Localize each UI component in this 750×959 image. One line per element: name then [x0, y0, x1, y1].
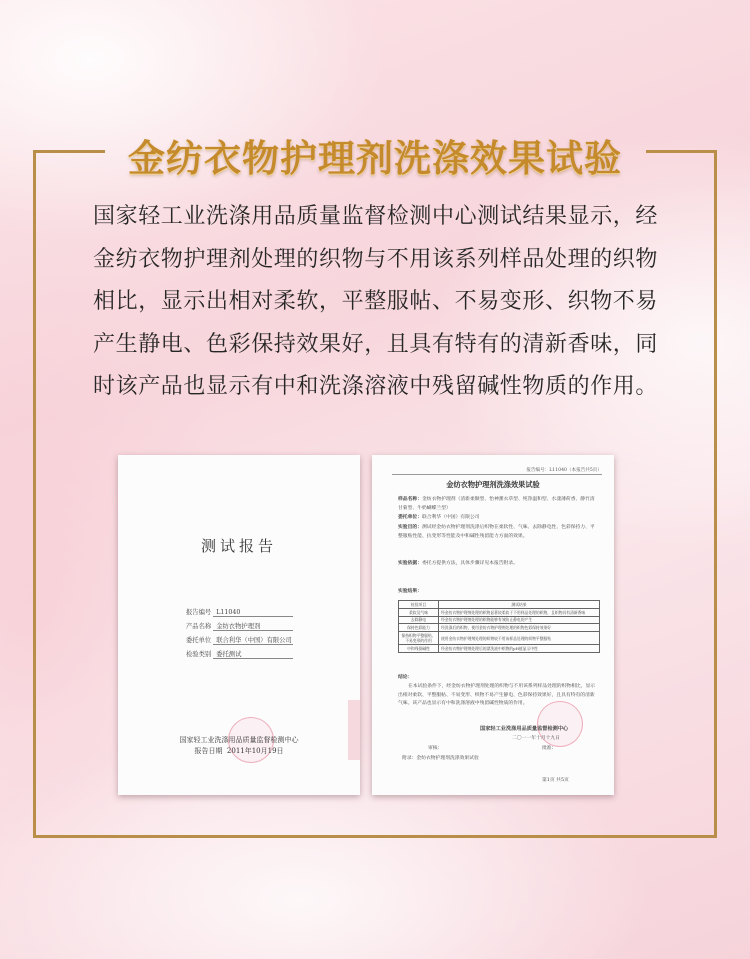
table-cell: 经金纺衣物护理剂处理的织物显著较柔软于不用样品处理的织物，且织物具有清新香味	[439, 608, 600, 616]
table-cell: 保持织物平整服贴、不易变形的作用	[399, 632, 439, 645]
result-org: 国家轻工业洗涤用品质量监督检测中心	[480, 726, 569, 732]
cover-field-number: 报告编号 L11040	[186, 607, 293, 617]
table-row	[399, 608, 600, 616]
result-header-rule	[392, 474, 602, 475]
result-conclusion: 在本试验条件下，经金纺衣物护理剂处理的织物与不用该系列样品处理的织物相比，显示出相对柔软、平整服帖、不易变形、织物不易产生静电、色彩保持效果好，且具有特有的清新气味。该产品也显示有中和洗涤溶液中残留碱性物质的作用。	[398, 684, 596, 707]
table-cell: 柔软及气味	[399, 608, 439, 616]
cover-field-category: 检验类别 委托测试	[186, 649, 293, 659]
report-result-image	[372, 455, 614, 795]
result-title: 金纺衣物护理剂洗涤效果试验	[446, 480, 540, 489]
table-row	[399, 616, 600, 624]
report-cover-title: 测试报告	[200, 537, 277, 555]
cover-org: 国家轻工业洗涤用品质量监督检测中心	[179, 736, 299, 744]
result-purpose: 实验目的：测试经金纺衣物护理剂洗涤后织物在柔软性、气味、去除静电性、色彩保持力、平整服贴性能、抗变形等性能及中和碱性残留能力方面的效果。	[398, 524, 595, 539]
result-attachment: 附录：金纺衣物护理剂洗涤效果试验	[402, 756, 479, 761]
cover-field-client: 委托单位 联合利华（中国）有限公司	[186, 637, 292, 644]
result-table	[398, 600, 600, 653]
table-header-row	[399, 601, 600, 609]
table-cell: 中和残留碱性	[399, 645, 439, 653]
result-review: 审核：	[428, 746, 443, 751]
table-cell: 保持色彩能力	[399, 624, 439, 632]
result-page-number: 第1页 共5页	[542, 778, 569, 783]
table-cell: 经金纺衣物护理剂处理的织物能够有效防止静电的产生	[439, 616, 600, 624]
table-cell: 经洗涤后的织物，使用金纺衣物护理剂处理的织物色彩保持效果好	[439, 624, 600, 632]
table-header-cell: 检验项目	[399, 601, 439, 609]
table-row	[399, 624, 600, 632]
result-approve: 批准：	[542, 746, 557, 751]
table-cell: 去除静电	[399, 616, 439, 624]
table-row	[399, 645, 600, 653]
table-cell: 经金纺衣物护理剂处理后的漂洗液中织物的pH值显示中性	[439, 645, 600, 653]
result-conclusion-label: 结论：	[398, 674, 413, 680]
result-method: 实验依据：委托方提供方法，具体步骤详见本报告附录。	[398, 560, 518, 566]
result-date: 二〇一一年十月十九日	[512, 736, 560, 741]
report-cover-image	[118, 455, 360, 795]
description-paragraph: 国家轻工业洗涤用品质量监督检测中心测试结果显示，经金纺衣物护理剂处理的织物与不用该系列样品处理的织物相比，显示出相对柔软，平整服帖、不易变形、织物不易产生静电、色彩保持效果好，且具有特有的清新香味，同时该产品也显示有中和洗涤溶液中残留碱性物质的作用。	[93, 204, 659, 399]
table-row	[399, 632, 600, 645]
table-cell: 使用金纺衣物护理剂处理的织物较不用该样品处理的织物平整服贴	[439, 632, 600, 645]
table-header-cell: 测试结果	[439, 601, 600, 609]
frame-top-left-rule	[33, 150, 105, 153]
cover-date: 报告日期 2011年10月19日	[194, 747, 284, 755]
result-results-label: 实验结果：	[398, 588, 422, 594]
page-title: 金纺衣物护理剂洗涤效果试验	[128, 137, 622, 180]
result-client: 委托单位：联合利华（中国）有限公司	[398, 514, 480, 520]
frame-top-right-rule	[646, 150, 717, 153]
result-sample: 样品名称：金纺衣物护理剂（清新柔顺型、怡神薰衣草型、纯净温和型、水漾薄荷香、静竹清甘菊型、牛奶蝴蝶兰型）	[398, 496, 595, 511]
cover-field-product: 产品名称 金纺衣物护理剂	[186, 621, 293, 631]
result-report-number: 报告编号：L11040（本报告共5页）	[526, 468, 602, 473]
